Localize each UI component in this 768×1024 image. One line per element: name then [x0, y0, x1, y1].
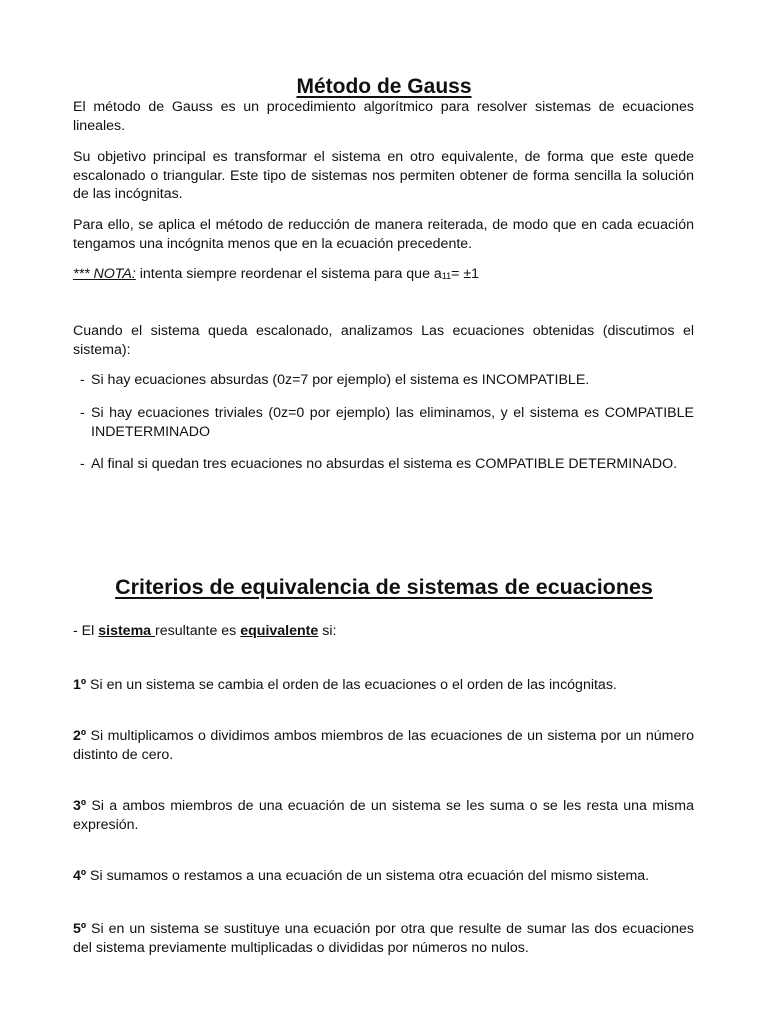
bullet-dash: -	[80, 405, 85, 421]
intro-text: resultante es	[155, 623, 241, 639]
rule-text: Si multiplicamos o dividimos ambos miembros de las ecuaciones de un sistema por un número distinto de cero.	[73, 728, 694, 763]
note-line	[73, 265, 694, 286]
rule-text: Si sumamos o restamos a una ecuación de un sistema otra ecuación del mismo sistema.	[86, 868, 650, 884]
note-text: intenta siempre reordenar el sistema para que a	[135, 266, 442, 282]
rule-number: 4º	[73, 868, 87, 884]
list-item-text: Si hay ecuaciones absurdas (0z=7 por ejemplo) el sistema es INCOMPATIBLE.	[91, 372, 590, 388]
page-title: Método de Gauss	[296, 75, 472, 99]
rule-number: 3º	[73, 798, 87, 814]
rule-text: Si a ambos miembros de una ecuación de un sistema se les suma o se les resta una misma expresión.	[73, 798, 694, 833]
keyword-equivalente: equivalente	[240, 623, 319, 639]
criteria-rule	[73, 867, 694, 886]
criteria-rule	[73, 797, 694, 834]
intro-text: - El	[73, 623, 99, 639]
bullet-dash: -	[80, 456, 85, 472]
criteria-rule	[73, 727, 694, 764]
list-item	[80, 404, 694, 441]
keyword-sistema: sistema	[98, 623, 156, 639]
section-title: Criterios de equivalencia de sistemas de ecuaciones	[115, 574, 653, 599]
rule-number: 1º	[73, 677, 87, 693]
paragraph-discussion: Cuando el sistema queda escalonado, analizamos Las ecuaciones obtenidas (discutimos el sistema):	[73, 323, 694, 358]
list-item	[80, 371, 694, 390]
rule-text: Si en un sistema se sustituye una ecuación por otra que resulte de sumar las dos ecuaciones del sistema previamente multiplicadas o divididas por números no nulos.	[73, 921, 694, 956]
list-item	[80, 455, 694, 474]
note-subscript: 11	[441, 271, 452, 281]
list-item-text: Si hay ecuaciones triviales (0z=0 por ejemplo) las eliminamos, y el sistema es COMPATIBLE INDETERMINADO	[91, 405, 694, 440]
rule-text: Si en un sistema se cambia el orden de las ecuaciones o el orden de las incógnitas.	[86, 677, 617, 693]
intro-text: si:	[318, 623, 337, 639]
list-item-text: Al final si quedan tres ecuaciones no absurdas el sistema es COMPATIBLE DETERMINADO.	[91, 456, 678, 472]
rule-number: 5º	[73, 921, 87, 937]
paragraph-definition: El método de Gauss es un procedimiento algorítmico para resolver sistemas de ecuaciones lineales.	[73, 99, 694, 134]
paragraph-method: Para ello, se aplica el método de reducción de manera reiterada, de modo que en cada ecuación tengamos una incógnita menos que en la ecuación precedente.	[73, 217, 694, 252]
criteria-intro	[73, 622, 694, 641]
note-label: *** NOTA:	[73, 266, 136, 282]
criteria-rule	[73, 676, 694, 695]
note-end: = ±1	[451, 266, 480, 282]
bullet-dash: -	[80, 372, 85, 388]
rule-number: 2º	[73, 728, 87, 744]
criteria-rule	[73, 920, 694, 957]
paragraph-objective: Su objetivo principal es transformar el sistema en otro equivalente, de forma que este quede escalonado o triangular. Este tipo de sistemas nos permiten obtener de forma sencilla la solución de las incógnitas.	[73, 149, 694, 202]
